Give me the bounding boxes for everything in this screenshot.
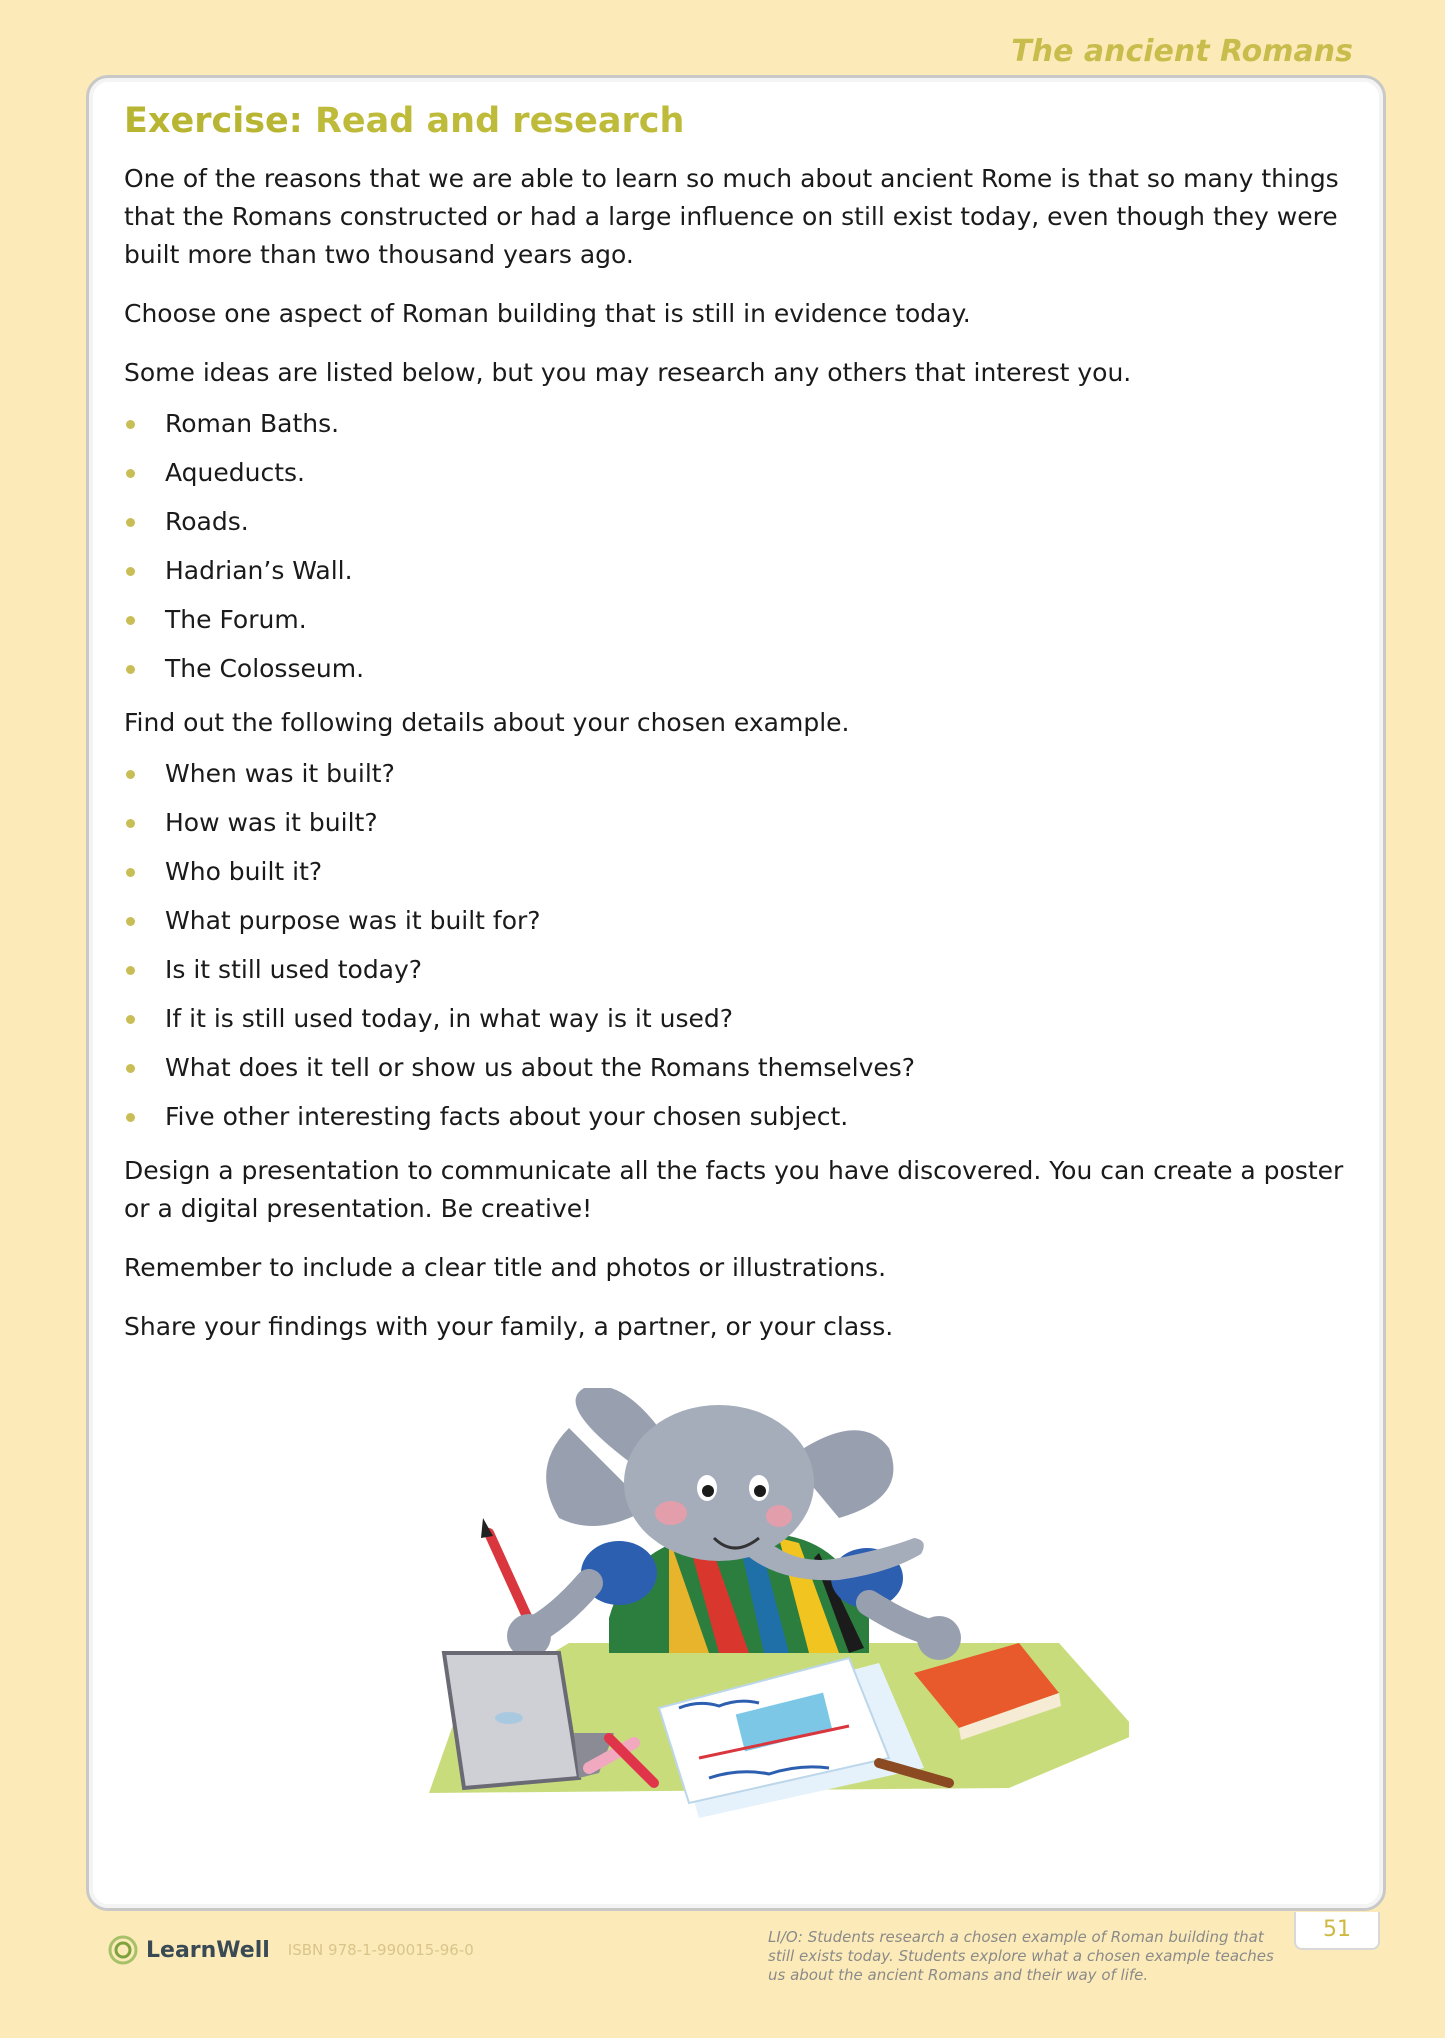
bullet-icon	[126, 469, 135, 478]
list-item: Roman Baths.	[124, 409, 1349, 439]
choose-paragraph: Choose one aspect of Roman building that is still in evidence today.	[124, 299, 971, 328]
list-item: What does it tell or show us about the Romans themselves?	[124, 1053, 1349, 1083]
list-item: The Forum.	[124, 605, 1349, 635]
exercise-card	[86, 75, 1386, 1911]
footer-logo	[108, 1935, 474, 1965]
bullet-icon	[126, 567, 135, 576]
elephant-illustration	[369, 1388, 1129, 1858]
list-item: Who built it?	[124, 857, 1349, 887]
share-paragraph: Share your findings with your family, a partner, or your class.	[124, 1312, 894, 1341]
details-intro: Find out the following details about your chosen example.	[124, 708, 850, 737]
list-item: Roads.	[124, 507, 1349, 537]
bullet-icon	[126, 665, 135, 674]
ideas-list	[124, 409, 1349, 684]
bullet-icon	[126, 917, 135, 926]
remember-paragraph: Remember to include a clear title and photos or illustrations.	[124, 1253, 887, 1282]
list-item: If it is still used today, in what way is it used?	[124, 1004, 1349, 1034]
bullet-icon	[126, 1113, 135, 1122]
exercise-label: Exercise:	[124, 101, 303, 141]
bullet-icon	[126, 819, 135, 828]
list-item: How was it built?	[124, 808, 1349, 838]
list-item: The Colosseum.	[124, 654, 1349, 684]
page-number: 51	[1294, 1912, 1380, 1950]
right-eye	[754, 1485, 766, 1497]
details-list	[124, 759, 1349, 1132]
exercise-content	[124, 100, 1349, 1367]
list-item: Five other interesting facts about your chosen subject.	[124, 1102, 1349, 1132]
isbn: ISBN 978-1-990015-96-0	[287, 1941, 474, 1959]
bullet-icon	[126, 966, 135, 975]
list-item: Aqueducts.	[124, 458, 1349, 488]
learnwell-logo-icon	[108, 1935, 138, 1965]
bullet-icon	[126, 420, 135, 429]
running-title: The ancient Romans	[1011, 34, 1353, 69]
bullet-icon	[126, 518, 135, 527]
bullet-icon	[126, 1064, 135, 1073]
list-item: Is it still used today?	[124, 955, 1349, 985]
brand-name: LearnWell	[146, 1937, 270, 1963]
elephant-head	[624, 1405, 814, 1561]
design-paragraph: Design a presentation to communicate all the facts you have discovered. You can create a poster or a digital presentation. Be creative!	[124, 1156, 1344, 1223]
bullet-icon	[126, 1015, 135, 1024]
exercise-heading	[124, 100, 1349, 142]
intro-paragraph: One of the reasons that we are able to learn so much about ancient Rome is that so many things that the Romans constructed or had a large influence on still exist today, even though they were built more than two thousand years ago.	[124, 164, 1339, 269]
exercise-title: Read and research	[314, 101, 685, 141]
list-item: What purpose was it built for?	[124, 906, 1349, 936]
list-item: Hadrian’s Wall.	[124, 556, 1349, 586]
list-item: When was it built?	[124, 759, 1349, 789]
bullet-icon	[126, 770, 135, 779]
left-eye	[702, 1485, 714, 1497]
ideas-intro: Some ideas are listed below, but you may research any others that interest you.	[124, 358, 1132, 387]
bullet-icon	[126, 868, 135, 877]
learning-intention: LI/O: Students research a chosen example of Roman building that still exists today. Students explore what a chosen example teaches us about the ancient Romans and their way of life.	[768, 1928, 1274, 1984]
bullet-icon	[126, 616, 135, 625]
